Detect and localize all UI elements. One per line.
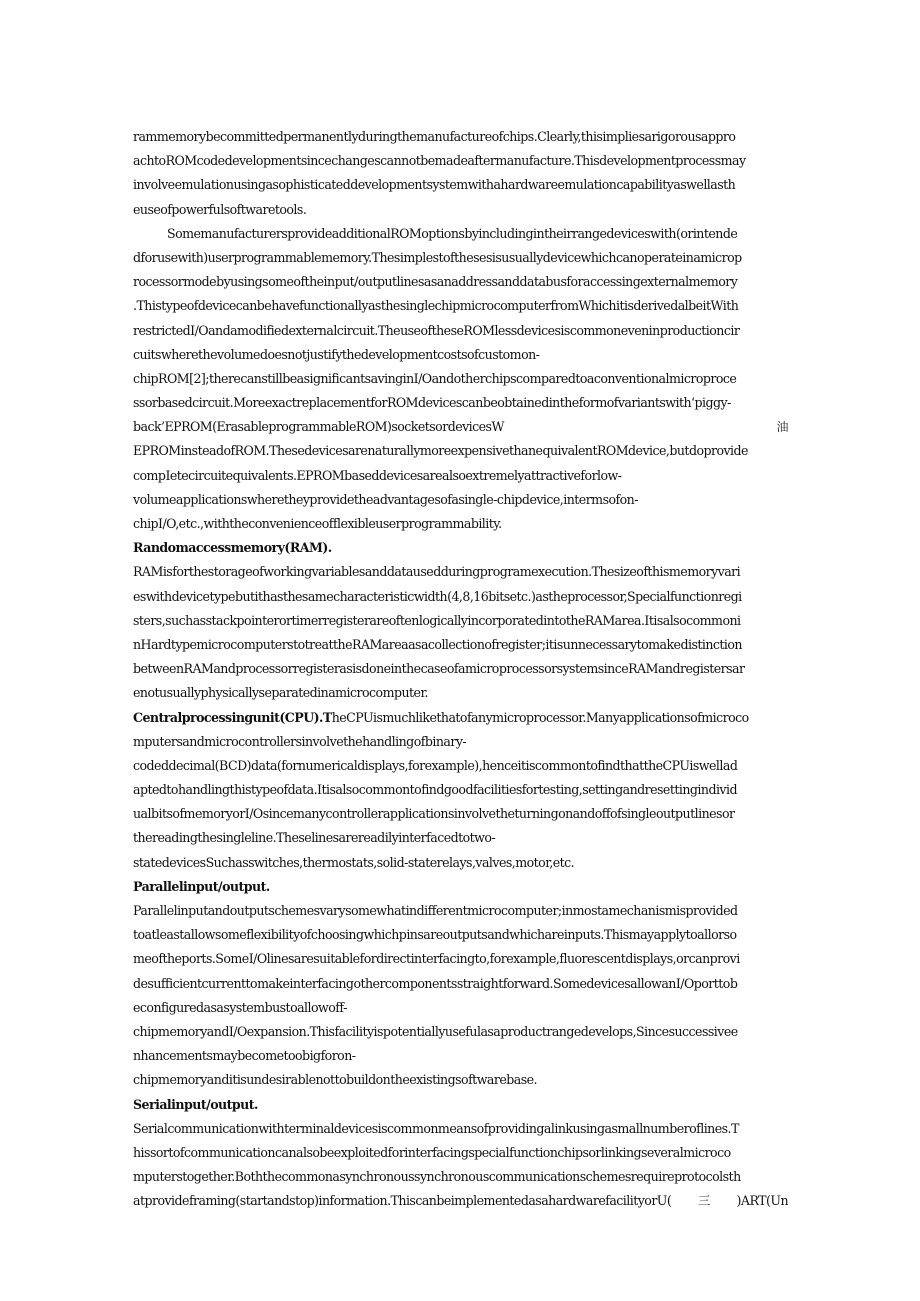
text-line: RAMisforthestorageofworkingvariablesanddatausedduringprogramexecution.Thesizeofthismemoryvari xyxy=(133,564,741,580)
text-line: betweenRAMandprocessorregisterasisdoneinthecaseofamicroprocessorsystemsinceRAMandregistersar xyxy=(133,661,745,677)
text-line: rocessormodebyusingsomeoftheinput/outputlinesasanaddressanddatabusforaccessingexternalmemory xyxy=(133,274,738,290)
text-line: nhancementsmaybecometoobigforon- xyxy=(133,1048,356,1064)
text-line: ualbitsofmemoryorI/Osincemanycontrollerapplicationsinvolvetheturningonandoffofsingleoutputlinesor xyxy=(133,806,735,822)
text-line: Serialcommunicationwithterminaldevicesiscommonmeansofprovidingalinkusingasmallnumberoflines.T xyxy=(133,1120,739,1136)
text-line: enotusuallyphysicallyseparatedinamicrocomputer. xyxy=(133,685,428,701)
text-line: chipmemoryanditisundesirablenottobuildontheexistingsoftwarebase. xyxy=(133,1072,537,1088)
text-line: mputerstogether.Boththecommonasynchronoussynchronouscommunicationschemesrequireprotocolsth xyxy=(133,1169,741,1185)
text-line: dforusewith)userprogrammablememory.Thesimplestofthesesisusuallydevicewhichcanoperateinamicrop xyxy=(133,249,742,265)
text-line: cuitswherethevolumedoesnotjustifythedevelopmentcostsofcustomon- xyxy=(133,346,540,362)
section-heading-serial-io: Serialinput/output. xyxy=(133,1096,258,1112)
text-line: econfiguredasasystembustoallowoff- xyxy=(133,999,347,1015)
text-line: achtoROMcodedevelopmentsincechangescannotbemadeaftermanufacture.Thisdevelopmentprocessmay xyxy=(133,153,746,169)
text-line: chipmemoryandI/Oexpansion.Thisfacilityispotentiallyusefulasaproductrangedevelops,Sincesuccessivee xyxy=(133,1023,738,1039)
text-line-with-heading xyxy=(133,706,788,730)
text-line: meoftheports.SomeI/Olinesaresuitablefordirectinterfacingto,forexample,fluorescentdisplays,orcanprovi xyxy=(133,951,740,967)
text-line: rammemorybecommittedpermanentlyduringthemanufactureofchips.Clearly,thisimpliesarigorousappro xyxy=(133,129,736,144)
text-line: codeddecimal(BCD)data(fornumericaldisplays,forexample),henceitiscommontofindthattheCPUiswellad xyxy=(133,757,738,773)
text-line: Parallelinputandoutputschemesvarysomewhatindifferentmicrocomputer;inmostamechanismisprovided xyxy=(133,903,738,918)
document-page xyxy=(133,125,788,1213)
text-line: volumeapplicationswheretheyprovidetheadvantagesofasingle-chipdevice,intermsofon- xyxy=(133,491,638,507)
text-line: EPROMinsteadofROM.ThesedevicesarenaturallymoreexpensivethanequivalentROMdevice,butdoprovide xyxy=(133,443,748,459)
section-heading-cpu: Centralprocessingunit(CPU).T xyxy=(133,709,332,725)
text-line: compIetecircuitequivalents.EPROMbaseddevicesarealsoextremelyattractiveforlow- xyxy=(133,467,622,483)
text-line: nHardtypemicrocomputerstotreattheRAMareaasacollectionofregister;itisunnecessarytomakedistinction xyxy=(133,636,742,652)
text-line: involveemulationusingasophisticateddevelopmentsystemwithahardwareemulationcapabilityaswellasth xyxy=(133,177,736,193)
text-line: back’EPROM(ErasableprogrammableROM)socketsordevicesW xyxy=(133,419,504,435)
text-line: atprovideframing(startandstop)information.ThiscanbeimplementedasahardwarefacilityorU(三)ART(Un xyxy=(133,1193,788,1209)
text-line: desufficientcurrenttomakeinterfacingothercomponentsstraightforward.SomedevicesallowanI/Oporttob xyxy=(133,975,738,991)
text-line: mputersandmicrocontrollersinvolvethehandlingofbinary- xyxy=(133,733,467,749)
text-line: heCPUismuchlikethatofanymicroprocessor.Manyapplicationsofmicroco xyxy=(331,709,749,725)
text-line: hissortofcommunicationcanalsobeexploitedforinterfacingspecialfunctionchipsorlinkingseveralmicroco xyxy=(133,1144,731,1160)
section-heading-parallel-io: Parallelinput/output. xyxy=(133,878,270,894)
text-line-with-margin-mark xyxy=(133,415,788,439)
text-line: .ThistypeofdevicecanbehavefunctionallyasthesinglechipmicrocomputerfromWhichitisderivedalbeitWith xyxy=(133,298,739,314)
text-line: restrictedI/Oandamodifiedexternalcircuit.TheuseoftheseROMlessdevicesiscommoneveninproductioncir xyxy=(133,322,740,338)
text-line: chipROM[2];therecanstillbeasignificantsavinginI/Oandotherchipscomparedtoaconventionalmicroproce xyxy=(133,370,737,386)
text-line: SomemanufacturersprovideadditionalROMoptionsbyincludingintheirrangedeviceswith(orintende xyxy=(167,225,738,241)
text-line: eswithdevicetypebutithasthesamecharacteristicwidth(4,8,16bitsetc.)astheprocessor,Specialfunctionregi xyxy=(133,588,742,604)
text-line: thereadingthesingleline.Theselinesarereadilyinterfacedtotwo- xyxy=(133,830,496,846)
text-line: statedevicesSuchasswitches,thermostats,solid-staterelays,valves,motor,etc. xyxy=(133,854,575,870)
text-line: chipI/O,etc.,withtheconvenienceofflexibleuserprogrammability. xyxy=(133,516,502,531)
text-line: aptedtohandlingthistypeofdata.Itisalsocommontofindgoodfacilitiesfortesting,settingandresettingindivid xyxy=(133,782,737,798)
text-line: sters,suchasstackpointerortimerregisterareoftenlogicallyincorporatedintotheRAMarea.Itisalsocommoni xyxy=(133,612,741,628)
text-line: ssorbasedcircuit.MoreexactreplacementforROMdevicescanbeobtainedintheformofvariantswith‘piggy- xyxy=(133,395,731,411)
text-line: euseofpowerfulsoftwaretools. xyxy=(133,201,307,217)
margin-mark: 油 xyxy=(776,420,788,435)
section-heading-ram: Randomaccessmemory(RAM). xyxy=(133,540,332,556)
text-line: toatleastallowsomeflexibilityofchoosingwhichpinsareoutputsandwhichareinputs.Thismayapplytoallorso xyxy=(133,927,737,943)
